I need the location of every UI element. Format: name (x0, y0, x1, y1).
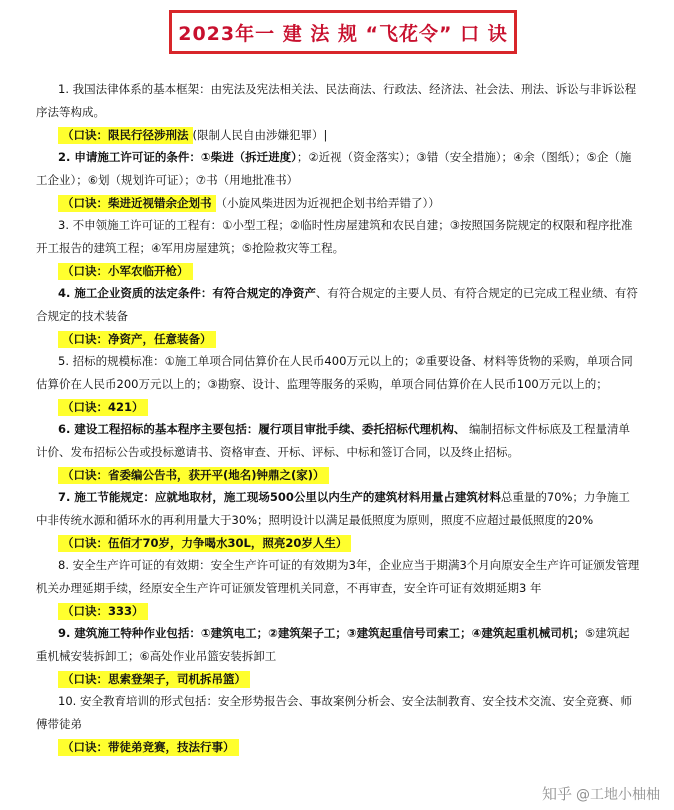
item-text: 3. 不申领施工许可证的工程有：①小型工程；②临时性房屋建筑和农民自建；③按照国务院规定的权限和程序批准开工报告的建筑工程；④军用房屋建筑；⑤抢险救灾等工程。 (36, 218, 633, 255)
mnemonic-highlight: （口诀：限民行径涉刑法 (58, 127, 193, 144)
mnemonic-highlight: （口诀：省委编公告书，获开平(地名)钟鼎之(家)） (58, 467, 329, 484)
item-text: 9. 建筑施工特种作业包括：①建筑电工；②建筑架子工；③建筑起重信号司索工；④建筑起重机械司机；⑤建筑起重机械安装拆卸工；⑥高处作业吊篮安装拆卸工 (36, 626, 630, 663)
list-item (36, 418, 640, 486)
item-text: 2. 申请施工许可证的条件：①柴进（拆迁进度）；②近视（资金落实）；③错（安全措施）；④余（图纸）；⑤企（施工企业）；⑥划（规划许可证）；⑦书（用地批准书） (36, 150, 632, 187)
mnemonic-note: （小旋风柴进因为近视把企划书给弄错了）） (215, 196, 440, 210)
list-item (36, 78, 640, 146)
mnemonic-highlight: （口诀：柴进近视错余企划书 (58, 195, 216, 212)
list-item (36, 486, 640, 554)
watermark (542, 783, 660, 804)
item-text: 10. 安全教育培训的形式包括：安全形势报告会、事故案例分析会、安全法制教育、安全技术交流、安全竞赛、师傅带徒弟 (36, 694, 632, 731)
list-item (36, 214, 640, 282)
mnemonic-highlight: （口诀：思索登架子，司机拆吊篮） (58, 671, 250, 688)
watermark-brand: 知乎 (541, 785, 572, 803)
mnemonic-highlight: （口诀：333） (58, 603, 148, 620)
list-item (36, 350, 640, 418)
item-text: 1. 我国法律体系的基本框架：由宪法及宪法相关法、民法商法、行政法、经济法、社会法、刑法、诉讼与非诉讼程序法等构成。 (36, 82, 637, 119)
item-text: 8. 安全生产许可证的有效期：安全生产许可证的有效期为3年，企业应当于期满3个月向原安全生产许可证颁发管理机关办理延期手续，经原安全生产许可证颁发管理机关同意，不再审查，安全许可证有效期延期3 年 (36, 558, 640, 595)
watermark-author: @工地小柚柚 (576, 786, 660, 803)
item-text: 6. 建设工程招标的基本程序主要包括：履行项目审批手续、委托招标代理机构、 编制招标文件标底及工程量清单计价、发布招标公告或投标邀请书、资格审查、开标、评标、中标和签订合同，以及终止招标。 (36, 422, 631, 459)
mnemonic-list (36, 78, 640, 758)
list-item (36, 554, 640, 622)
mnemonic-note: (限制人民自由涉嫌犯罪）| (192, 128, 328, 142)
title-box (169, 10, 517, 54)
mnemonic-highlight: （口诀：421） (58, 399, 148, 416)
mnemonic-highlight: （口诀：带徒弟竞赛，技法行事） (58, 739, 239, 756)
list-item (36, 146, 640, 214)
item-text: 7. 施工节能规定：应就地取材，施工现场500公里以内生产的建筑材料用量占建筑材料总重量的70%；力争施工中非传统水源和循环水的再利用量大于30%；照明设计以满足最低照度为原则，照度不应超过最低照度的20% (36, 490, 630, 527)
list-item (36, 690, 640, 758)
list-item (36, 622, 640, 690)
list-item (36, 282, 640, 350)
page-title: 2023年一 建 法 规 “飞花令” 口 诀 (178, 22, 508, 45)
mnemonic-highlight: （口诀：伍佰才70岁，力争喝水30L，照亮20岁人生） (58, 535, 351, 552)
item-text: 5. 招标的规模标准：①施工单项合同估算价在人民币400万元以上的；②重要设备、材料等货物的采购，单项合同估算价在人民币200万元以上的；③勘察、设计、监理等服务的采购，单项合同估算价在人民币100万元以上的； (36, 354, 633, 391)
mnemonic-highlight: （口诀：小军农临开枪） (58, 263, 193, 280)
item-text: 4. 施工企业资质的法定条件：有符合规定的净资产、有符合规定的主要人员、有符合规定的已完成工程业绩、有符合规定的技术装备 (36, 286, 638, 323)
mnemonic-highlight: （口诀：净资产，任意装备） (58, 331, 216, 348)
